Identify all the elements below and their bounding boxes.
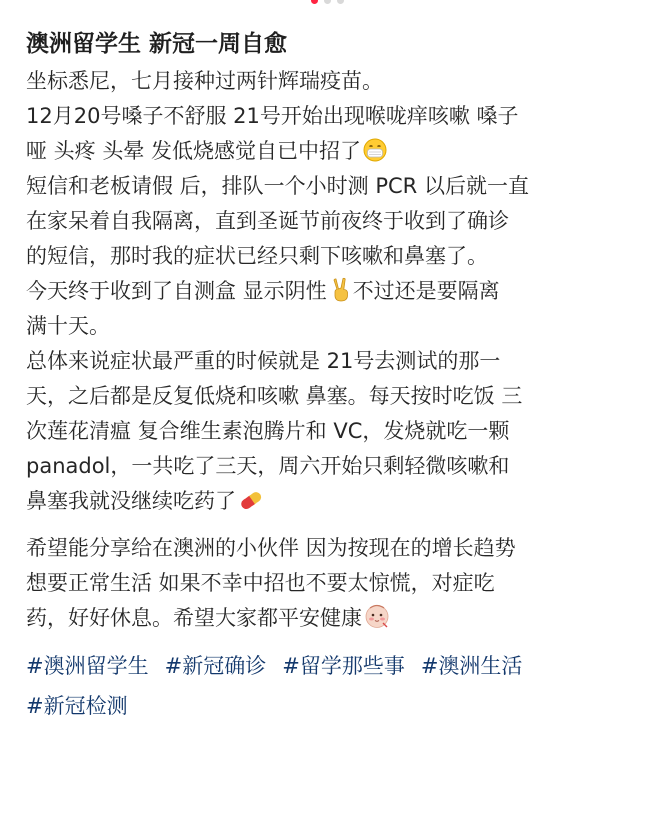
body-line: 总体来说症状最严重的时候就是 21号去测试的那一 <box>26 349 501 373</box>
body-line: 天，之后都是反复低烧和咳嗽 鼻塞。每天按时吃饭 三 <box>26 384 523 408</box>
blushing-face-icon <box>364 603 390 640</box>
post-title: 澳洲留学生 新冠一周自愈 <box>26 31 288 57</box>
hashtag-row <box>26 686 642 726</box>
body-line: 在家呆着自我隔离，直到圣诞节前夜终于收到了确诊 <box>26 209 509 233</box>
body-line: 坐标悉尼，七月接种过两针辉瑞疫苗。 <box>26 69 383 93</box>
mask-face-icon <box>363 138 387 173</box>
body-line: 次莲花清瘟 复合维生素泡腾片和 VC，发烧就吃一颗 <box>26 419 510 443</box>
post-content <box>26 27 642 726</box>
victory-hand-icon <box>329 276 353 313</box>
hashtag-link[interactable]: #新冠确诊 <box>164 654 267 678</box>
body-line: 12月20号嗓子不舒服 21号开始出现喉咙痒咳嗽 嗓子 <box>26 104 519 128</box>
hashtag-list <box>26 646 642 726</box>
body-line: panadol，一共吃了三天，周六开始只剩轻微咳嗽和 <box>26 454 510 478</box>
body-line: 的短信，那时我的症状已经只剩下咳嗽和鼻塞了。 <box>26 244 488 268</box>
hashtag-link[interactable]: #新冠检测 <box>26 694 128 718</box>
body-line: 满十天。 <box>26 314 110 338</box>
body-text: 鼻塞我就没继续吃药了 <box>26 489 236 513</box>
body-text: 药，好好休息。希望大家都平安健康 <box>26 606 362 630</box>
body-line: 短信和老板请假 后，排队一个小时测 PCR 以后就一直 <box>26 174 529 198</box>
hashtag-link[interactable]: #澳洲生活 <box>420 654 523 678</box>
hashtag-link[interactable]: #留学那些事 <box>282 654 405 678</box>
carousel-dot[interactable] <box>324 0 331 4</box>
body-line <box>26 274 642 309</box>
carousel-dot-active[interactable] <box>311 0 318 4</box>
body-line: 希望能分享给在澳洲的小伙伴 因为按现在的增长趋势 <box>26 536 516 560</box>
carousel-indicator <box>0 0 656 10</box>
body-text: 今天终于收到了自测盒 显示阴性 <box>26 279 327 303</box>
pill-icon <box>238 488 266 523</box>
body-text: 哑 头疼 头晕 发低烧感觉自已中招了 <box>26 139 362 163</box>
body-line <box>26 484 642 519</box>
body-text: 不过还是要隔离 <box>352 279 500 303</box>
carousel-dot[interactable] <box>337 0 344 4</box>
hashtag-row <box>26 646 642 686</box>
body-line <box>26 601 642 636</box>
body-line: 想要正常生活 如果不幸中招也不要太惊慌，对症吃 <box>26 571 495 595</box>
body-line <box>26 134 642 169</box>
hashtag-link[interactable]: #澳洲留学生 <box>26 654 149 678</box>
